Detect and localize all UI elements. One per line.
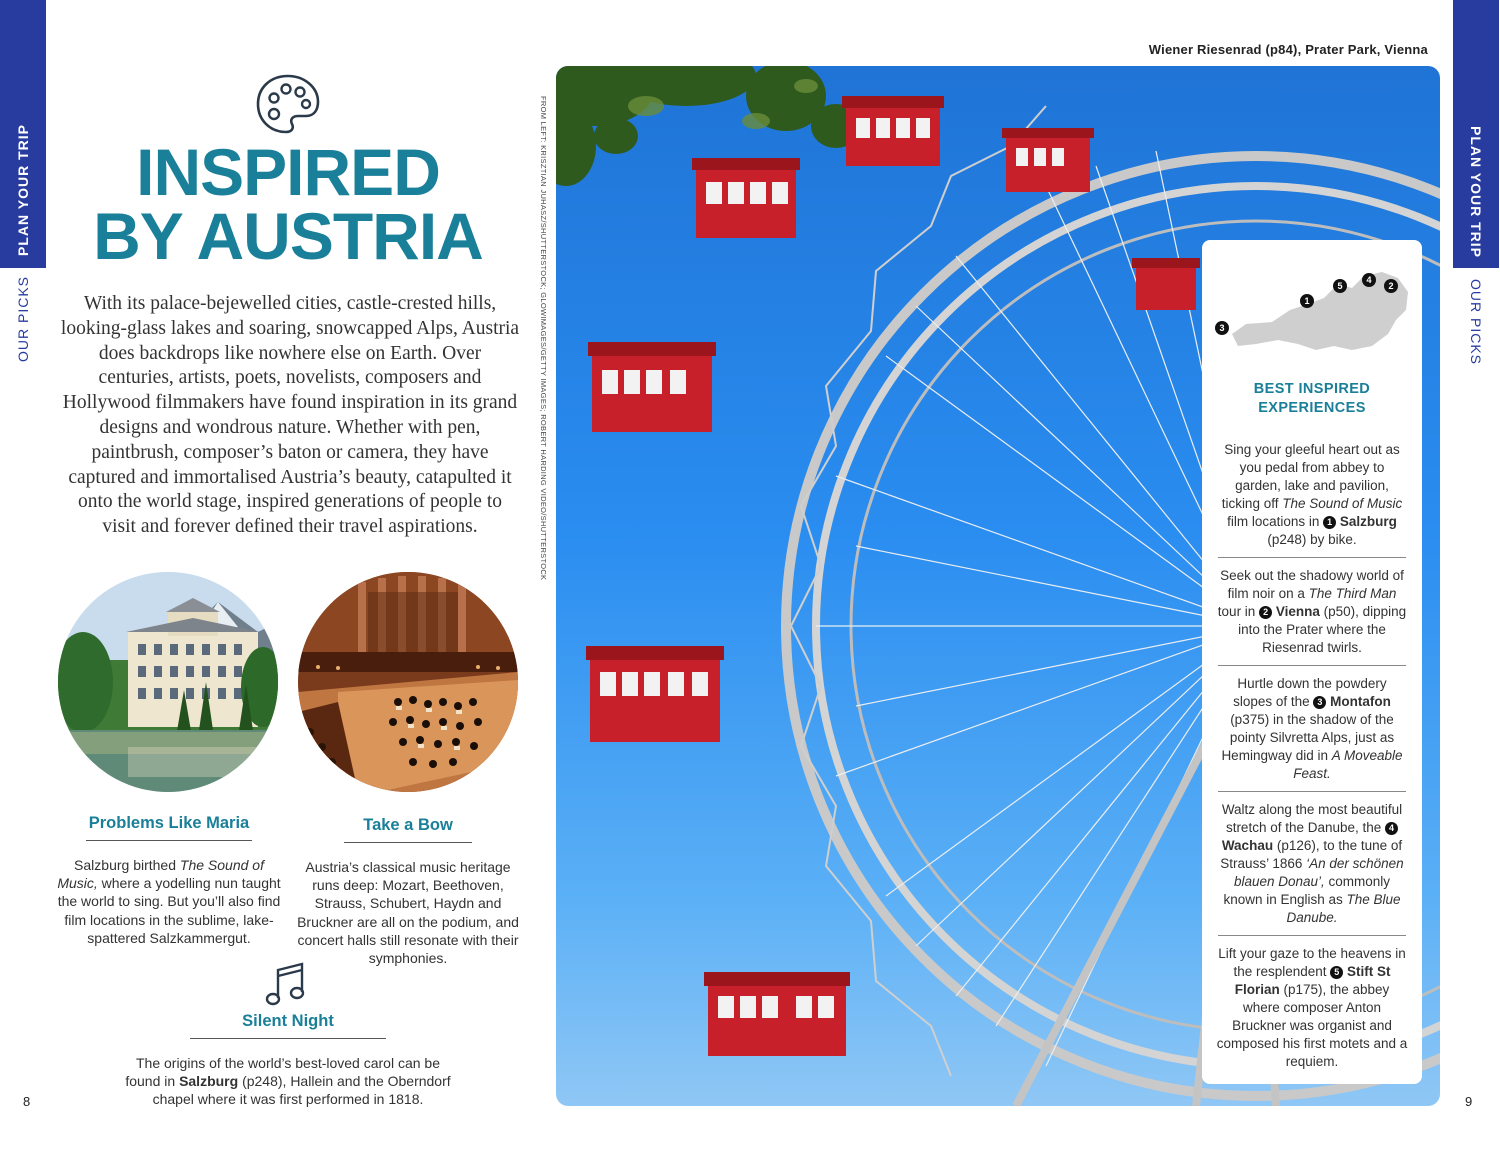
map-marker-4: 4 xyxy=(1366,275,1372,285)
number-badge: 1 xyxy=(1323,516,1336,529)
divider xyxy=(190,1038,386,1039)
section-tab-left xyxy=(0,0,46,380)
music-note-icon xyxy=(264,960,308,1008)
feature-title-silent-night: Silent Night xyxy=(242,1012,334,1030)
number-badge: 5 xyxy=(1330,966,1343,979)
concert-hall-illustration xyxy=(298,572,518,792)
feature-title-maria: Problems Like Maria xyxy=(88,814,250,832)
page-title xyxy=(60,135,516,273)
tab-label-picks: OUR PICKS xyxy=(1468,279,1484,366)
title-line-1: INSPIRED xyxy=(136,135,440,209)
panel-title: BEST INSPIRED EXPERIENCES xyxy=(1253,381,1371,416)
photo-concert-hall-circle xyxy=(298,572,518,792)
experiences-panel xyxy=(1202,240,1422,1084)
divider xyxy=(1218,935,1406,936)
map-marker-3: 3 xyxy=(1219,323,1225,333)
number-badge: 2 xyxy=(1259,606,1272,619)
tab-label-plan: PLAN YOUR TRIP xyxy=(15,124,31,256)
experience-salzburg: Sing your gleeful heart out as you pedal from abbey to garden, lake and pavilion, ticking off The Sound of Music film locations in 1 Salzburg (p248) by bike. xyxy=(1221,442,1403,547)
tab-label-plan: PLAN YOUR TRIP xyxy=(1468,126,1484,258)
experience-wachau: Waltz along the most beautiful stretch of the Danube, the 4 Wachau (p126), to the tune of Strauss’ 1866 ‘An der schönen blauen Donau’, commonly known in English as The Blue Danube. xyxy=(1220,802,1404,925)
tab-label-picks: OUR PICKS xyxy=(15,275,31,362)
section-tab-right xyxy=(1453,0,1499,380)
experience-st-florian: Lift your gaze to the heavens in the resplendent 5 Stift St Florian (p175), the abbey where composer Anton Bruckner was organist and composed his first motets and a requiem. xyxy=(1216,946,1408,1069)
page-number-right: 9 xyxy=(1465,1094,1473,1109)
palette-icon xyxy=(252,72,324,136)
feature-body-silent-night: The origins of the world’s best-loved carol can be found in Salzburg (p248), Hallein and the Oberndorf chapel where it was first performed in 1818. xyxy=(125,1055,451,1108)
palace-illustration xyxy=(58,572,278,792)
map-marker-5: 5 xyxy=(1337,281,1343,291)
photo-caption: Wiener Riesenrad (p84), Prater Park, Vienna xyxy=(1148,42,1428,57)
experience-vienna: Seek out the shadowy world of film noir on a The Third Man tour in 2 Vienna (p50), dipping into the Prater where the Riesenrad twirls. xyxy=(1217,568,1407,655)
feature-body-take-a-bow: Austria’s classical music heritage runs deep: Mozart, Beethoven, Strauss, Schubert, Haydn and Bruckner are all on the podium, and concert halls still resonate with their symphonies. xyxy=(297,859,519,967)
experience-montafon: Hurtle down the powdery slopes of the 3 Montafon (p375) in the shadow of the pointy Silvretta Alps, just as Hemingway did in A Moveable Feast. xyxy=(1221,676,1403,781)
number-badge: 3 xyxy=(1313,696,1326,709)
cabin xyxy=(692,158,800,238)
feature-title-take-a-bow: Take a Bow xyxy=(363,816,453,834)
photo-credit: FROM LEFT: KRISZTIAN JUHASZ/SHUTTERSTOCK; GLOWIMAGES/GETTY IMAGES; ROBERT HARDING VIDEO/SHUTTERSTOCK xyxy=(539,96,548,581)
map-marker-2: 2 xyxy=(1388,281,1394,291)
number-badge: 4 xyxy=(1385,822,1398,835)
divider xyxy=(86,840,252,841)
divider xyxy=(1218,791,1406,792)
intro-paragraph: With its palace-bejewelled cities, castle-crested hills, looking-glass lakes and soaring, snowcapped Alps, Austria does backdrops like nowhere else on Earth. Over centuries, artists, poets, novelists, composers and Hollywood filmmakers have found inspiration in its grand designs and wondrous nature. Whether with pen, paintbrush, composer’s baton or camera, they have captured and immortalised Austria’s beauty, catapulted it onto the world stage, inspired generations of people to visit and forever defined their travel aspirations. xyxy=(60,293,520,538)
page-number-left: 8 xyxy=(23,1094,31,1109)
divider xyxy=(1218,665,1406,666)
title-line-2: BY AUSTRIA xyxy=(93,199,483,273)
feature-body-maria: Salzburg birthed The Sound of Music, where a yodelling nun taught the world to sing. But you’ll also find film locations in the sublime, lake-spattered Salzkammergut. xyxy=(57,857,281,946)
austria-map xyxy=(1212,254,1412,364)
photo-palace-circle xyxy=(58,572,278,792)
divider xyxy=(1218,557,1406,558)
map-marker-1: 1 xyxy=(1304,296,1310,306)
divider xyxy=(344,842,472,843)
